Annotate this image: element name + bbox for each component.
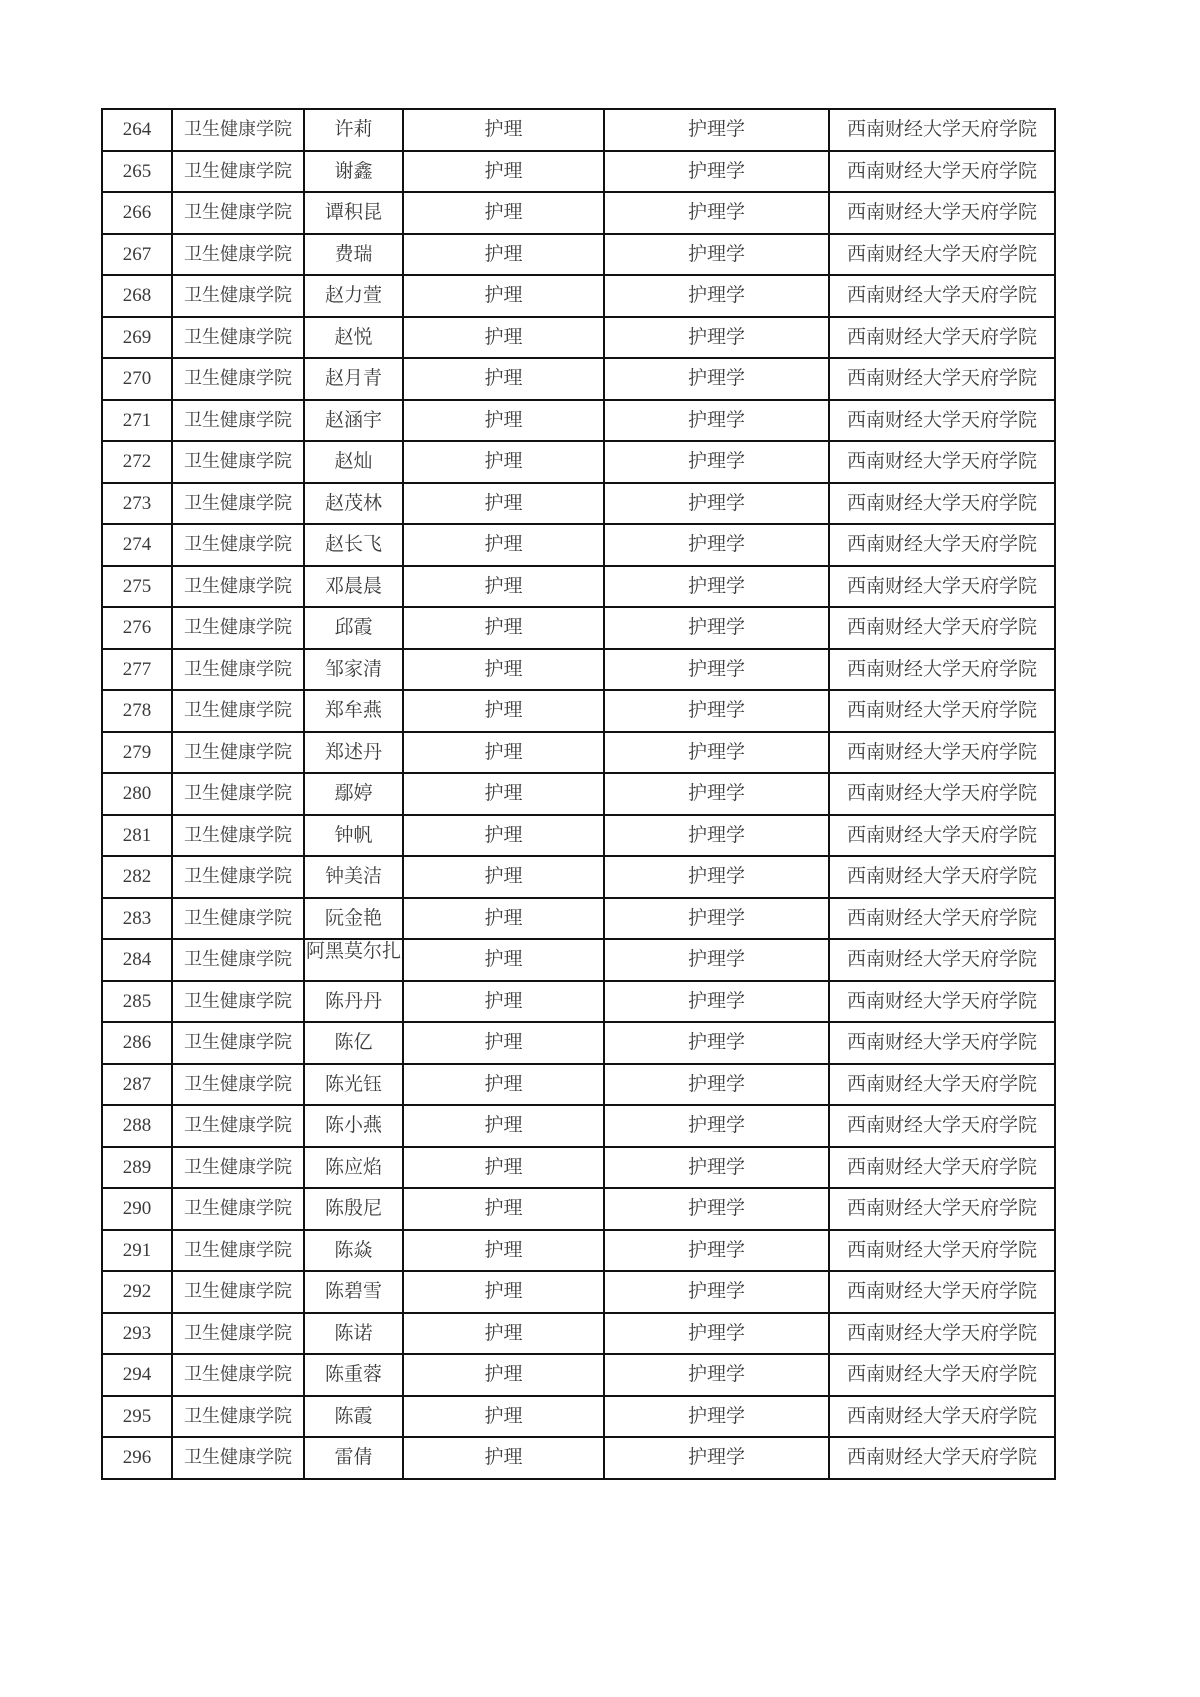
school-cell: 西南财经大学天府学院: [829, 981, 1055, 1023]
exam-major-cell: 护理学: [604, 109, 829, 151]
row-number: 287: [102, 1064, 172, 1106]
major-cell: 护理: [403, 275, 604, 317]
school-cell: 西南财经大学天府学院: [829, 1147, 1055, 1189]
major-cell: 护理: [403, 524, 604, 566]
table-row: [102, 856, 1055, 898]
major-cell: 护理: [403, 1230, 604, 1272]
exam-major-cell: 护理学: [604, 358, 829, 400]
table-row: [102, 1022, 1055, 1064]
school-cell: 西南财经大学天府学院: [829, 234, 1055, 276]
student-name-cell: 陈丹丹: [304, 981, 403, 1023]
student-name-cell: 赵茂林: [304, 483, 403, 525]
student-name-cell: 陈诺: [304, 1313, 403, 1355]
college-cell: 卫生健康学院: [172, 1022, 304, 1064]
college-cell: 卫生健康学院: [172, 732, 304, 774]
college-cell: 卫生健康学院: [172, 275, 304, 317]
school-cell: 西南财经大学天府学院: [829, 566, 1055, 608]
major-cell: 护理: [403, 856, 604, 898]
row-number: 275: [102, 566, 172, 608]
exam-major-cell: 护理学: [604, 1437, 829, 1479]
student-name-cell: 陈焱: [304, 1230, 403, 1272]
exam-major-cell: 护理学: [604, 151, 829, 193]
school-cell: 西南财经大学天府学院: [829, 732, 1055, 774]
table-row: [102, 566, 1055, 608]
student-name-cell: 许莉: [304, 109, 403, 151]
table-row: [102, 1064, 1055, 1106]
exam-major-cell: 护理学: [604, 1271, 829, 1313]
school-cell: 西南财经大学天府学院: [829, 607, 1055, 649]
major-cell: 护理: [403, 234, 604, 276]
table-row: [102, 192, 1055, 234]
row-number: 281: [102, 815, 172, 857]
row-number: 286: [102, 1022, 172, 1064]
student-name-cell: 阿黑莫尔扎: [304, 939, 403, 981]
college-cell: 卫生健康学院: [172, 524, 304, 566]
student-name-cell: 赵力萱: [304, 275, 403, 317]
student-name-cell: 邱霞: [304, 607, 403, 649]
exam-major-cell: 护理学: [604, 690, 829, 732]
major-cell: 护理: [403, 1313, 604, 1355]
student-name-cell: 郑述丹: [304, 732, 403, 774]
school-cell: 西南财经大学天府学院: [829, 939, 1055, 981]
college-cell: 卫生健康学院: [172, 649, 304, 691]
table-row: [102, 109, 1055, 151]
major-cell: 护理: [403, 109, 604, 151]
school-cell: 西南财经大学天府学院: [829, 275, 1055, 317]
table-row: [102, 649, 1055, 691]
college-cell: 卫生健康学院: [172, 690, 304, 732]
row-number: 289: [102, 1147, 172, 1189]
row-number: 296: [102, 1437, 172, 1479]
table-row: [102, 483, 1055, 525]
school-cell: 西南财经大学天府学院: [829, 815, 1055, 857]
school-cell: 西南财经大学天府学院: [829, 1271, 1055, 1313]
student-roster-table: [101, 108, 1056, 1480]
school-cell: 西南财经大学天府学院: [829, 317, 1055, 359]
college-cell: 卫生健康学院: [172, 358, 304, 400]
row-number: 272: [102, 441, 172, 483]
college-cell: 卫生健康学院: [172, 607, 304, 649]
table-row: [102, 234, 1055, 276]
exam-major-cell: 护理学: [604, 1230, 829, 1272]
exam-major-cell: 护理学: [604, 773, 829, 815]
exam-major-cell: 护理学: [604, 1105, 829, 1147]
major-cell: 护理: [403, 566, 604, 608]
row-number: 269: [102, 317, 172, 359]
roster-body: [102, 109, 1055, 1479]
student-name-cell: 陈亿: [304, 1022, 403, 1064]
college-cell: 卫生健康学院: [172, 192, 304, 234]
college-cell: 卫生健康学院: [172, 109, 304, 151]
student-name-cell: 钟美洁: [304, 856, 403, 898]
major-cell: 护理: [403, 317, 604, 359]
college-cell: 卫生健康学院: [172, 1188, 304, 1230]
table-row: [102, 815, 1055, 857]
exam-major-cell: 护理学: [604, 815, 829, 857]
table-row: [102, 1313, 1055, 1355]
major-cell: 护理: [403, 1437, 604, 1479]
college-cell: 卫生健康学院: [172, 939, 304, 981]
table-row: [102, 1230, 1055, 1272]
major-cell: 护理: [403, 690, 604, 732]
college-cell: 卫生健康学院: [172, 898, 304, 940]
exam-major-cell: 护理学: [604, 1188, 829, 1230]
table-row: [102, 773, 1055, 815]
college-cell: 卫生健康学院: [172, 1230, 304, 1272]
student-name-cell: 郑牟燕: [304, 690, 403, 732]
student-name-cell: 谭积昆: [304, 192, 403, 234]
major-cell: 护理: [403, 1022, 604, 1064]
exam-major-cell: 护理学: [604, 1022, 829, 1064]
school-cell: 西南财经大学天府学院: [829, 898, 1055, 940]
school-cell: 西南财经大学天府学院: [829, 1022, 1055, 1064]
major-cell: 护理: [403, 151, 604, 193]
school-cell: 西南财经大学天府学院: [829, 1437, 1055, 1479]
college-cell: 卫生健康学院: [172, 1396, 304, 1438]
exam-major-cell: 护理学: [604, 1147, 829, 1189]
major-cell: 护理: [403, 939, 604, 981]
student-name-cell: 赵灿: [304, 441, 403, 483]
student-name-cell: 钟帆: [304, 815, 403, 857]
student-name-cell: 赵长飞: [304, 524, 403, 566]
major-cell: 护理: [403, 981, 604, 1023]
table-row: [102, 939, 1055, 981]
exam-major-cell: 护理学: [604, 483, 829, 525]
row-number: 271: [102, 400, 172, 442]
table-row: [102, 607, 1055, 649]
school-cell: 西南财经大学天府学院: [829, 1105, 1055, 1147]
student-name-cell: 谢鑫: [304, 151, 403, 193]
student-name-cell: 陈殷尼: [304, 1188, 403, 1230]
row-number: 277: [102, 649, 172, 691]
row-number: 288: [102, 1105, 172, 1147]
row-number: 265: [102, 151, 172, 193]
student-name-cell: 陈小燕: [304, 1105, 403, 1147]
college-cell: 卫生健康学院: [172, 981, 304, 1023]
student-name-cell: 雷倩: [304, 1437, 403, 1479]
college-cell: 卫生健康学院: [172, 773, 304, 815]
row-number: 293: [102, 1313, 172, 1355]
exam-major-cell: 护理学: [604, 192, 829, 234]
student-name-cell: 陈碧雪: [304, 1271, 403, 1313]
row-number: 283: [102, 898, 172, 940]
college-cell: 卫生健康学院: [172, 317, 304, 359]
college-cell: 卫生健康学院: [172, 566, 304, 608]
major-cell: 护理: [403, 898, 604, 940]
major-cell: 护理: [403, 483, 604, 525]
row-number: 292: [102, 1271, 172, 1313]
major-cell: 护理: [403, 1188, 604, 1230]
table-row: [102, 1437, 1055, 1479]
college-cell: 卫生健康学院: [172, 1271, 304, 1313]
student-name-cell: 陈应焰: [304, 1147, 403, 1189]
school-cell: 西南财经大学天府学院: [829, 1396, 1055, 1438]
student-name-cell: 赵月青: [304, 358, 403, 400]
row-number: 270: [102, 358, 172, 400]
major-cell: 护理: [403, 192, 604, 234]
school-cell: 西南财经大学天府学院: [829, 524, 1055, 566]
student-name-cell: 阮金艳: [304, 898, 403, 940]
college-cell: 卫生健康学院: [172, 151, 304, 193]
major-cell: 护理: [403, 1105, 604, 1147]
school-cell: 西南财经大学天府学院: [829, 690, 1055, 732]
exam-major-cell: 护理学: [604, 400, 829, 442]
row-number: 291: [102, 1230, 172, 1272]
table-row: [102, 275, 1055, 317]
row-number: 284: [102, 939, 172, 981]
row-number: 282: [102, 856, 172, 898]
student-name-cell: 赵悦: [304, 317, 403, 359]
student-name-cell: 鄢婷: [304, 773, 403, 815]
exam-major-cell: 护理学: [604, 856, 829, 898]
school-cell: 西南财经大学天府学院: [829, 151, 1055, 193]
major-cell: 护理: [403, 400, 604, 442]
school-cell: 西南财经大学天府学院: [829, 1230, 1055, 1272]
student-name-cell: 陈霞: [304, 1396, 403, 1438]
college-cell: 卫生健康学院: [172, 1313, 304, 1355]
table-row: [102, 441, 1055, 483]
exam-major-cell: 护理学: [604, 441, 829, 483]
major-cell: 护理: [403, 815, 604, 857]
table-row: [102, 524, 1055, 566]
college-cell: 卫生健康学院: [172, 1147, 304, 1189]
exam-major-cell: 护理学: [604, 607, 829, 649]
table-row: [102, 317, 1055, 359]
exam-major-cell: 护理学: [604, 317, 829, 359]
major-cell: 护理: [403, 773, 604, 815]
row-number: 266: [102, 192, 172, 234]
table-row: [102, 151, 1055, 193]
table-row: [102, 981, 1055, 1023]
row-number: 280: [102, 773, 172, 815]
exam-major-cell: 护理学: [604, 649, 829, 691]
college-cell: 卫生健康学院: [172, 441, 304, 483]
exam-major-cell: 护理学: [604, 898, 829, 940]
school-cell: 西南财经大学天府学院: [829, 1313, 1055, 1355]
row-number: 279: [102, 732, 172, 774]
college-cell: 卫生健康学院: [172, 1064, 304, 1106]
table-row: [102, 1105, 1055, 1147]
exam-major-cell: 护理学: [604, 1354, 829, 1396]
college-cell: 卫生健康学院: [172, 234, 304, 276]
table-row: [102, 690, 1055, 732]
student-name-cell: 费瑞: [304, 234, 403, 276]
major-cell: 护理: [403, 1147, 604, 1189]
row-number: 294: [102, 1354, 172, 1396]
school-cell: 西南财经大学天府学院: [829, 109, 1055, 151]
major-cell: 护理: [403, 649, 604, 691]
student-name-cell: 邹家清: [304, 649, 403, 691]
student-name-cell: 邓晨晨: [304, 566, 403, 608]
college-cell: 卫生健康学院: [172, 1105, 304, 1147]
major-cell: 护理: [403, 1354, 604, 1396]
exam-major-cell: 护理学: [604, 1313, 829, 1355]
table-row: [102, 400, 1055, 442]
exam-major-cell: 护理学: [604, 566, 829, 608]
exam-major-cell: 护理学: [604, 981, 829, 1023]
row-number: 285: [102, 981, 172, 1023]
table-row: [102, 732, 1055, 774]
exam-major-cell: 护理学: [604, 939, 829, 981]
major-cell: 护理: [403, 1064, 604, 1106]
major-cell: 护理: [403, 358, 604, 400]
exam-major-cell: 护理学: [604, 275, 829, 317]
row-number: 276: [102, 607, 172, 649]
row-number: 268: [102, 275, 172, 317]
college-cell: 卫生健康学院: [172, 815, 304, 857]
student-name-cell: 赵涵宇: [304, 400, 403, 442]
row-number: 264: [102, 109, 172, 151]
college-cell: 卫生健康学院: [172, 856, 304, 898]
exam-major-cell: 护理学: [604, 1064, 829, 1106]
college-cell: 卫生健康学院: [172, 1437, 304, 1479]
table-row: [102, 1271, 1055, 1313]
table-row: [102, 1188, 1055, 1230]
major-cell: 护理: [403, 607, 604, 649]
row-number: 290: [102, 1188, 172, 1230]
school-cell: 西南财经大学天府学院: [829, 856, 1055, 898]
college-cell: 卫生健康学院: [172, 400, 304, 442]
row-number: 273: [102, 483, 172, 525]
college-cell: 卫生健康学院: [172, 1354, 304, 1396]
exam-major-cell: 护理学: [604, 234, 829, 276]
student-name-cell: 陈重蓉: [304, 1354, 403, 1396]
school-cell: 西南财经大学天府学院: [829, 192, 1055, 234]
table-row: [102, 1354, 1055, 1396]
table-row: [102, 358, 1055, 400]
school-cell: 西南财经大学天府学院: [829, 441, 1055, 483]
major-cell: 护理: [403, 441, 604, 483]
school-cell: 西南财经大学天府学院: [829, 400, 1055, 442]
table-row: [102, 1396, 1055, 1438]
row-number: 274: [102, 524, 172, 566]
student-name-cell: 陈光钰: [304, 1064, 403, 1106]
school-cell: 西南财经大学天府学院: [829, 773, 1055, 815]
exam-major-cell: 护理学: [604, 524, 829, 566]
school-cell: 西南财经大学天府学院: [829, 649, 1055, 691]
table-row: [102, 1147, 1055, 1189]
school-cell: 西南财经大学天府学院: [829, 358, 1055, 400]
school-cell: 西南财经大学天府学院: [829, 1064, 1055, 1106]
row-number: 267: [102, 234, 172, 276]
college-cell: 卫生健康学院: [172, 483, 304, 525]
exam-major-cell: 护理学: [604, 1396, 829, 1438]
table-row: [102, 898, 1055, 940]
row-number: 278: [102, 690, 172, 732]
exam-major-cell: 护理学: [604, 732, 829, 774]
major-cell: 护理: [403, 732, 604, 774]
row-number: 295: [102, 1396, 172, 1438]
school-cell: 西南财经大学天府学院: [829, 1188, 1055, 1230]
school-cell: 西南财经大学天府学院: [829, 1354, 1055, 1396]
school-cell: 西南财经大学天府学院: [829, 483, 1055, 525]
major-cell: 护理: [403, 1396, 604, 1438]
major-cell: 护理: [403, 1271, 604, 1313]
